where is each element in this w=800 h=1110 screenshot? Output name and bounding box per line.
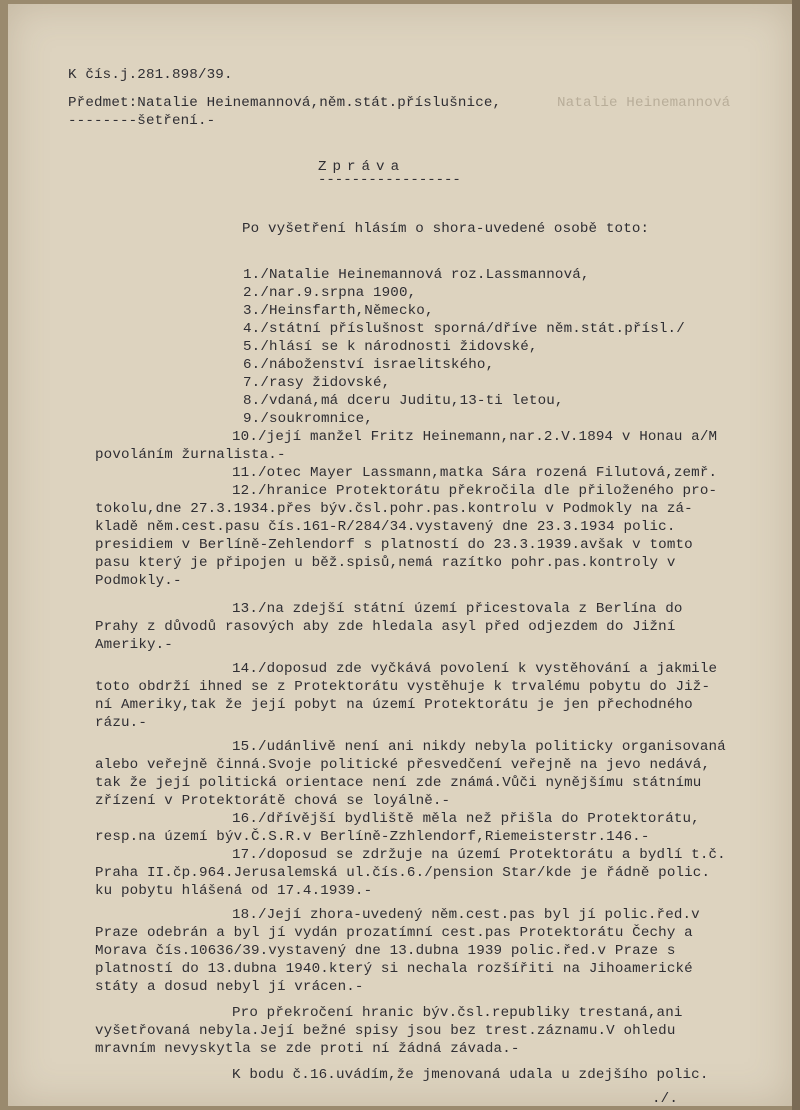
doc-line: 15./udánlivě není ani nikdy nebyla politicky organisovaná bbox=[232, 739, 726, 755]
intro-text: Po vyšetření hlásím o shora-uvedené osobě toto: bbox=[242, 221, 650, 237]
doc-line: tak že její politická orientace není zde známá.Vůči nynějšímu státnímu bbox=[95, 775, 702, 791]
subject-continuation: --------šetření.- bbox=[68, 113, 216, 129]
subject-line: Předmet:Natalie Heinemannová,něm.stát.příslušnice, bbox=[68, 95, 502, 111]
subject-faded-text: Natalie Heinemannová bbox=[557, 95, 731, 111]
doc-line: 6./náboženství israelitského, bbox=[243, 357, 495, 373]
doc-line: 10./její manžel Fritz Heinemann,nar.2.V.1894 v Honau a/M bbox=[232, 429, 718, 445]
title-underline: ----------------- bbox=[318, 172, 461, 188]
doc-line: 1./Natalie Heinemannová roz.Lassmannová, bbox=[243, 267, 590, 283]
doc-line: rázu.- bbox=[95, 715, 147, 731]
doc-line: 17./doposud se zdržuje na území Protektorátu a bydlí t.č. bbox=[232, 847, 726, 863]
doc-line: 8./vdaná,má dceru Juditu,13-ti letou, bbox=[243, 393, 564, 409]
doc-line: Prahy z důvodů rasových aby zde hledala asyl před odjezdem do Jižní bbox=[95, 619, 676, 635]
doc-line: K bodu č.16.uvádím,že jmenovaná udala u zdejšího polic. bbox=[232, 1067, 709, 1083]
doc-line: zřízení v Protektorátě chová se loyálně.- bbox=[95, 793, 451, 809]
doc-line: mravním nevyskytla se zde proti ní žádná závada.- bbox=[95, 1041, 520, 1057]
doc-line: toto obdrží ihned se z Protektorátu vystěhuje k trvalému pobytu do Již- bbox=[95, 679, 711, 695]
doc-line: státy a dosud nebyl jí vrácen.- bbox=[95, 979, 364, 995]
doc-line: resp.na území býv.Č.S.R.v Berlíně-Zzhlendorf,Riemeisterstr.146.- bbox=[95, 829, 650, 845]
page-continuation-mark: ./. bbox=[652, 1091, 678, 1107]
doc-line: 14./doposud zde vyčkává povolení k vystěhování a jakmile bbox=[232, 661, 718, 677]
doc-line: Pro překročení hranic býv.čsl.republiky trestaná,ani bbox=[232, 1005, 683, 1021]
doc-line: tokolu,dne 27.3.1934.přes býv.čsl.pohr.pas.kontrolu v Podmokly na zá- bbox=[95, 501, 693, 517]
doc-line: 18./Její zhora-uvedený něm.cest.pas byl jí polic.řed.v bbox=[232, 907, 700, 923]
doc-line: Podmokly.- bbox=[95, 573, 182, 589]
doc-line: platností do 13.dubna 1940.který si nechala rozšířiti na Jihoamerické bbox=[95, 961, 693, 977]
doc-line: 4./státní příslušnost sporná/dříve něm.stát.přísl./ bbox=[243, 321, 685, 337]
doc-line: Ameriky.- bbox=[95, 637, 173, 653]
doc-line: 12./hranice Protektorátu překročila dle přiloženého pro- bbox=[232, 483, 718, 499]
doc-line: 7./rasy židovské, bbox=[243, 375, 391, 391]
doc-line: presidiem v Berlíně-Zehlendorf s platností do 23.3.1939.avšak v tomto bbox=[95, 537, 693, 553]
doc-line: kladě něm.cest.pasu čís.161-R/284/34.vystavený dne 23.3.1934 polic. bbox=[95, 519, 676, 535]
doc-line: 9./soukromnice, bbox=[243, 411, 373, 427]
doc-line: povoláním žurnalista.- bbox=[95, 447, 286, 463]
doc-line: 16./dřívější bydliště měla než přišla do Protektorátu, bbox=[232, 811, 700, 827]
doc-line: Morava čís.10636/39.vystavený dne 13.dubna 1939 polic.řed.v Praze s bbox=[95, 943, 676, 959]
reference-number: K čís.j.281.898/39. bbox=[68, 67, 233, 83]
doc-line: 11./otec Mayer Lassmann,matka Sára rozená Filutová,zemř. bbox=[232, 465, 718, 481]
doc-line: Praha II.čp.964.Jerusalemská ul.čís.6./pension Star/kde je řádně polic. bbox=[95, 865, 711, 881]
doc-line: pasu který je připojen u běž.spisů,nemá razítko pohr.pas.kontroly v bbox=[95, 555, 676, 571]
report-title: Zpráva bbox=[318, 159, 406, 175]
doc-line: alebo veřejně činná.Svoje politické přesvedčení veřejně na jevo nedává, bbox=[95, 757, 711, 773]
doc-line: 13./na zdejší státní území přicestovala z Berlína do bbox=[232, 601, 683, 617]
doc-line: 5./hlásí se k národnosti židovské, bbox=[243, 339, 538, 355]
doc-line: ku pobytu hlášená od 17.4.1939.- bbox=[95, 883, 373, 899]
doc-line: ní Ameriky,tak že její pobyt na území Protektorátu je jen přechodného bbox=[95, 697, 693, 713]
doc-line: 2./nar.9.srpna 1900, bbox=[243, 285, 417, 301]
doc-line: vyšetřovaná nebyla.Její bežné spisy jsou bez trest.záznamu.V ohledu bbox=[95, 1023, 676, 1039]
paper-edge bbox=[792, 0, 800, 1110]
doc-line: 3./Heinsfarth,Německo, bbox=[243, 303, 434, 319]
doc-line: Praze odebrán a byl jí vydán prozatímní cest.pas Protektorátu Čechy a bbox=[95, 925, 693, 941]
